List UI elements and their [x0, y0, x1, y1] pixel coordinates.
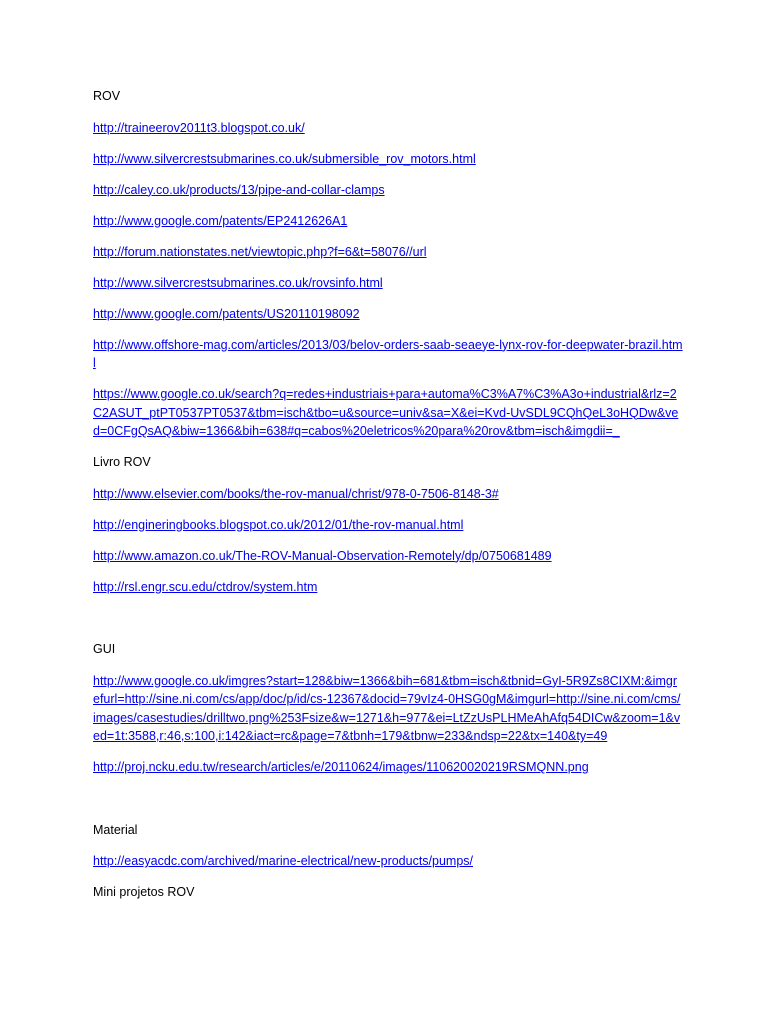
link-google-search-cabos[interactable]: https://www.google.co.uk/search?q=redes+industriais+para+automa%C3%A7%C3%A3o+industrial&rlz=2C2ASUT_ptPT0537PT0537&tbm=isch&tbo=u&source=univ&sa=X&ei=Kvd-UvSDL9CQhQeL3oHQDw&ved=0CFgQsAQ&biw=1366&bih=638#q=cabos%20eletricos%20para%20rov&tbm=isch&imgdii=_ — [93, 387, 679, 438]
link-scu-ctdrov[interactable]: http://rsl.engr.scu.edu/ctdrov/system.htm — [93, 579, 318, 594]
link-google-imgres[interactable]: http://www.google.co.uk/imgres?start=128&biw=1366&bih=681&tbm=isch&tbnid=GyI-5R9Zs8CIXM:&imgrefurl=http://sine.ni.com/cs/app/doc/p/id/cs-12367&docid=79vIz4-0HSG0gM&imgurl=http://sine.ni.com/cms/images/casestudies/drilltwo.png%253Fsize&w=1271&h=977&ei=LtZzUsPLHMeAhAfq54DICw&zoom=1&ved=1t:3588,r:46,s:100,i:142&iact=rc&page=7&tbnh=179&tbnw=233&ndsp=22&tx=140&ty=49 — [93, 673, 681, 743]
link-google-patent-us[interactable]: http://www.google.com/patents/US20110198092 — [93, 306, 360, 321]
link-elsevier-rov-manual[interactable]: http://www.elsevier.com/books/the-rov-manual/christ/978-0-7506-8148-3# — [93, 486, 499, 501]
link-traineerov-blog[interactable]: http://traineerov2011t3.blogspot.co.uk/ — [93, 120, 305, 135]
link-google-patent-ep[interactable]: http://www.google.com/patents/EP2412626A1 — [93, 213, 348, 228]
link-amazon-rov-manual[interactable]: http://www.amazon.co.uk/The-ROV-Manual-Observation-Remotely/dp/0750681489 — [93, 548, 552, 563]
link-nationstates-forum[interactable]: http://forum.nationstates.net/viewtopic.php?f=6&t=58076//url — [93, 244, 427, 259]
section-heading: Material — [93, 822, 138, 837]
link-silvercrest-motors[interactable]: http://www.silvercrestsubmarines.co.uk/submersible_rov_motors.html — [93, 151, 476, 166]
link-caley-clamps[interactable]: http://caley.co.uk/products/13/pipe-and-collar-clamps — [93, 182, 385, 197]
link-ncku-image[interactable]: http://proj.ncku.edu.tw/research/articles/e/20110624/images/110620020219RSMQNN.png — [93, 760, 589, 774]
link-engineringbooks-blog[interactable]: http://engineringbooks.blogspot.co.uk/2012/01/the-rov-manual.html — [93, 517, 464, 532]
section-heading: Mini projetos ROV — [93, 885, 195, 899]
section-gui — [93, 640, 683, 777]
document-page — [93, 87, 683, 915]
section-material — [93, 821, 683, 871]
section-heading: Livro ROV — [93, 455, 151, 469]
section-livro-rov — [93, 453, 683, 596]
section-rov — [93, 87, 683, 441]
section-heading: ROV — [93, 89, 121, 103]
section-heading: GUI — [93, 642, 116, 656]
section-mini-projetos — [93, 883, 683, 902]
link-easyacdc-pumps[interactable]: http://easyacdc.com/archived/marine-electrical/new-products/pumps/ — [93, 854, 474, 868]
link-offshore-mag[interactable]: http://www.offshore-mag.com/articles/2013/03/belov-orders-saab-seaeye-lynx-rov-for-deepwater-brazil.html — [93, 337, 683, 370]
link-silvercrest-rovsinfo[interactable]: http://www.silvercrestsubmarines.co.uk/rovsinfo.html — [93, 275, 383, 290]
